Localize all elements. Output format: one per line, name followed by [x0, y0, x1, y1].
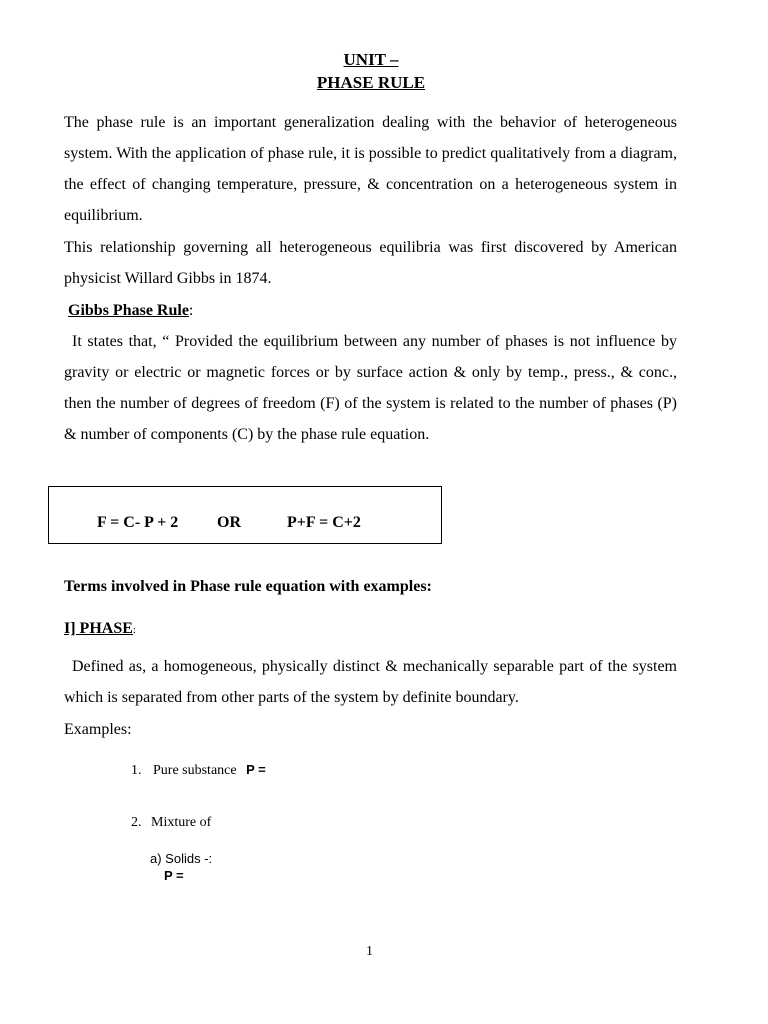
examples-label: Examples:: [64, 721, 132, 738]
example-item-2-number: 2.: [131, 815, 142, 830]
page-title-phase-rule: PHASE RULE: [316, 73, 426, 92]
example-item-2: [131, 815, 211, 831]
phase-heading-colon: :: [132, 624, 136, 636]
gibbs-statement: It states that, “ Provided the equilibrium between any number of phases is not influence by gravity or electric or magnetic forces or by surface action & only by temp., press., & conc., then the number of degrees of freedom (F) of the system is related to the number of phases (P) & number of components (C) by the phase rule equation.: [64, 333, 677, 443]
phase-heading-text: I] PHASE: [64, 620, 133, 637]
phase-heading: [64, 620, 136, 638]
equation-left: F = C- P + 2: [97, 514, 179, 531]
example-item-2-text: Mixture of: [151, 815, 212, 830]
page-title-unit: UNIT –: [343, 50, 399, 69]
gibbs-heading-colon: :: [188, 302, 194, 319]
example-sub-a-value: P =: [164, 868, 184, 883]
phase-definition: Defined as, a homogeneous, physically distinct & mechanically separable part of the system which is separated from other parts of the system by definite boundary.: [64, 658, 677, 706]
example-item-1-number: 1.: [131, 763, 142, 778]
example-sub-a: a) Solids -:: [150, 851, 213, 866]
equation-right: P+F = C+2: [287, 514, 361, 531]
gibbs-heading: [68, 295, 193, 326]
page-number: 1: [366, 944, 373, 959]
example-item-1: [131, 762, 266, 779]
intro-paragraph-2: This relationship governing all heterogeneous equilibria was first discovered by American physicist Willard Gibbs in 1874.: [64, 239, 677, 287]
intro-paragraph-1: The phase rule is an important generalization dealing with the behavior of heterogeneous system. With the application of phase rule, it is possible to predict qualitatively from a diagram, the effect of changing temperature, pressure, & concentration on a heterogeneous system in equilibrium.: [64, 114, 677, 224]
example-item-1-text: Pure substance: [153, 763, 237, 778]
terms-heading: Terms involved in Phase rule equation with examples:: [64, 578, 432, 595]
gibbs-heading-text: Gibbs Phase Rule: [68, 302, 189, 319]
equation-or: OR: [217, 514, 241, 531]
example-item-1-value: P =: [246, 762, 266, 777]
